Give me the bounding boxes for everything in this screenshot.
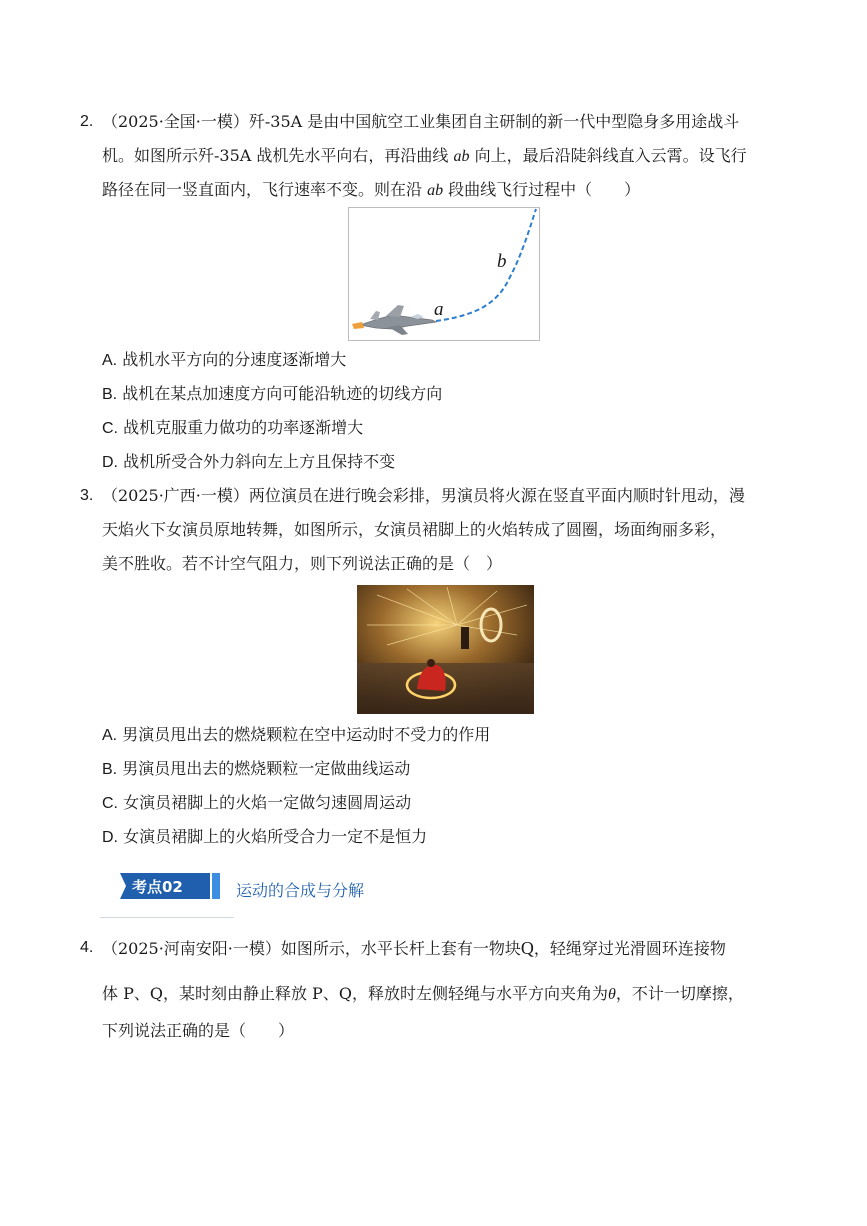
topic-badge: [118, 869, 220, 902]
q3-option-d: D. 女演员裙脚上的火焰所受合力一定不是恒力: [102, 827, 428, 846]
label-a: a: [434, 299, 444, 320]
q2-option-b: B. 战机在某点加速度方向可能沿轨迹的切线方向: [102, 384, 443, 403]
q2-stem-line1: （2025·全国·一模）歼-35A 是由中国航空工业集团自主研制的新一代中型隐身多用途战斗: [102, 112, 740, 131]
q4-stem-line1: （2025·河南安阳·一模）如图所示，水平长杆上套有一物块Q，轻绳穿过光滑圆环连接物: [102, 938, 726, 958]
q4-number: 4.: [80, 939, 94, 956]
q3-option-b: B. 男演员甩出去的燃烧颗粒一定做曲线运动: [102, 759, 411, 778]
q2-stem-line3: 路径在同一竖直面内，飞行速率不变。则在沿 ab 段曲线飞行过程中（ ）: [102, 180, 641, 199]
q2-stem-line2: 机。如图所示歼-35A 战机先水平向右，再沿曲线 ab 向上，最后沿陡斜线直入云霄。设飞行: [102, 146, 747, 165]
q3-stem-line3: 美不胜收。若不计空气阻力，则下列说法正确的是（ ）: [102, 554, 503, 573]
q3-stem-line1: （2025·广西·一模）两位演员在进行晚会彩排，男演员将火源在竖直平面内顺时针甩动，漫: [102, 486, 745, 505]
q2-option-c: C. 战机克服重力做功的功率逐渐增大: [102, 418, 364, 437]
q4-stem-line3: 下列说法正确的是（ ）: [102, 1021, 295, 1040]
jet-trajectory-figure: [348, 207, 540, 341]
topic-badge-label: 考点02: [132, 878, 183, 896]
q4-stem-line2: 体 P、Q，某时刻由静止释放 P、Q，释放时左侧轻绳与水平方向夹角为θ，不计一切摩擦，: [102, 984, 744, 1003]
q3-option-c: C. 女演员裙脚上的火焰一定做匀速圆周运动: [102, 793, 412, 812]
q3-number: 3.: [80, 487, 94, 504]
fire-dance-photo: [357, 585, 534, 714]
q3-option-a: A. 男演员甩出去的燃烧颗粒在空中运动时不受力的作用: [102, 725, 491, 744]
topic-divider: [100, 917, 234, 918]
q2-number: 2.: [80, 113, 94, 130]
label-b: b: [497, 251, 507, 272]
q2-option-a: A. 战机水平方向的分速度逐渐增大: [102, 350, 347, 369]
q3-stem-line2: 天焰火下女演员原地转舞，如图所示，女演员裙脚上的火焰转成了圆圈，场面绚丽多彩，: [102, 520, 727, 539]
topic-title: 运动的合成与分解: [236, 881, 365, 900]
q2-option-d: D. 战机所受合外力斜向左上方且保持不变: [102, 452, 396, 471]
